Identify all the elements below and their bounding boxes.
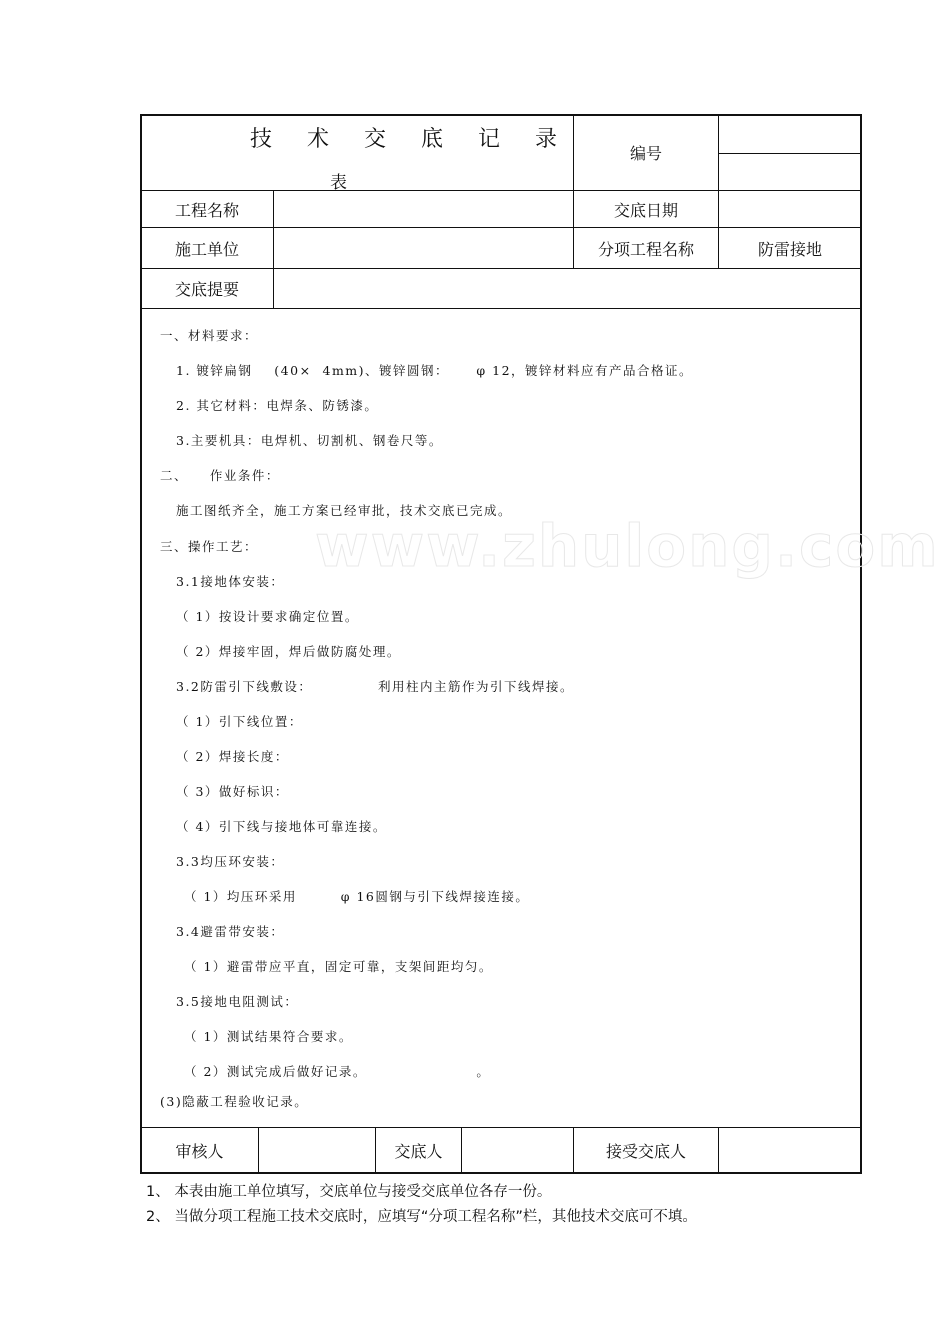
- body-line: （ 1）按设计要求确定位置。: [176, 609, 359, 624]
- body-line: 3.5接地电阻测试：: [176, 994, 299, 1009]
- body-line: (3)隐蔽工程验收记录。: [160, 1094, 309, 1109]
- body-line: （ 1）测试结果符合要求。: [184, 1029, 353, 1044]
- body-line: 2. 其它材料：电焊条、防锈漆。: [176, 398, 379, 413]
- body-line: 3.2防雷引下线敷设： 利用柱内主筋作为引下线焊接。: [176, 679, 575, 694]
- body-line: 二、 作业条件：: [160, 468, 280, 483]
- project-name-label: 工程名称: [174, 200, 239, 220]
- construction-unit-field[interactable]: [274, 228, 573, 268]
- discloser-label: 交底人: [394, 1142, 443, 1161]
- body-line: 3.1接地体安装：: [176, 574, 285, 589]
- body-line: （ 3）做好标识：: [176, 784, 289, 799]
- number-value-field[interactable]: [719, 154, 861, 190]
- construction-unit-label: 施工单位: [174, 239, 239, 259]
- project-name-field[interactable]: [274, 191, 573, 227]
- body-line: （ 1）引下线位置：: [176, 714, 303, 729]
- body-line: （ 1）均压环采用 φ 16圆钢与引下线焊接连接。: [184, 889, 530, 904]
- row-divider: [141, 308, 861, 309]
- body-line: （ 2）测试完成后做好记录。 。: [184, 1064, 491, 1079]
- body-line: （ 2）焊接长度：: [176, 749, 289, 764]
- receiver-label: 接受交底人: [605, 1142, 686, 1161]
- body-line: 施工图纸齐全，施工方案已经审批，技术交底已完成。: [176, 503, 513, 518]
- receiver-field[interactable]: [719, 1128, 861, 1173]
- body-line: 3.主要机具：电焊机、切割机、钢卷尺等。: [176, 433, 443, 448]
- discloser-field[interactable]: [462, 1128, 573, 1173]
- body-line: （ 2）焊接牢固，焊后做防腐处理。: [176, 644, 401, 659]
- form-title: 技 术 交 底 记 录: [250, 127, 571, 152]
- body-line: 3.4避雷带安装：: [176, 924, 285, 939]
- summary-field[interactable]: [274, 269, 861, 308]
- number-label: 编号: [629, 144, 662, 163]
- body-line: （ 4）引下线与接地体可靠连接。: [176, 819, 387, 834]
- footnote: 2、 当做分项工程施工技术交底时，应填写“分项工程名称”栏，其他技术交底可不填。: [146, 1209, 697, 1225]
- sub-project-label: 分项工程名称: [597, 239, 694, 259]
- summary-label: 交底提要: [174, 280, 239, 299]
- body-line: （ 1）避雷带应平直，固定可靠，支架间距均匀。: [184, 959, 493, 974]
- date-label: 交底日期: [613, 200, 678, 220]
- number-value-field[interactable]: [719, 115, 861, 153]
- body-line: 1. 镀锌扁钢 (40× 4mm)、镀锌圆钢： φ 12，镀锌材料应有产品合格证。: [176, 363, 694, 378]
- body-line: 3.3均压环安装：: [176, 854, 285, 869]
- body-line: 三、操作工艺：: [160, 539, 259, 554]
- sub-project-value: 防雷接地: [757, 239, 822, 259]
- reviewer-label: 审核人: [175, 1142, 224, 1161]
- form-title-suffix: 表: [330, 173, 347, 193]
- body-line: 一、材料要求：: [160, 328, 259, 343]
- date-field[interactable]: [719, 191, 861, 227]
- footnote: 1、 本表由施工单位填写，交底单位与接受交底单位各存一份。: [146, 1184, 552, 1200]
- reviewer-field[interactable]: [259, 1128, 375, 1173]
- watermark: www.zhulong.com: [315, 512, 940, 580]
